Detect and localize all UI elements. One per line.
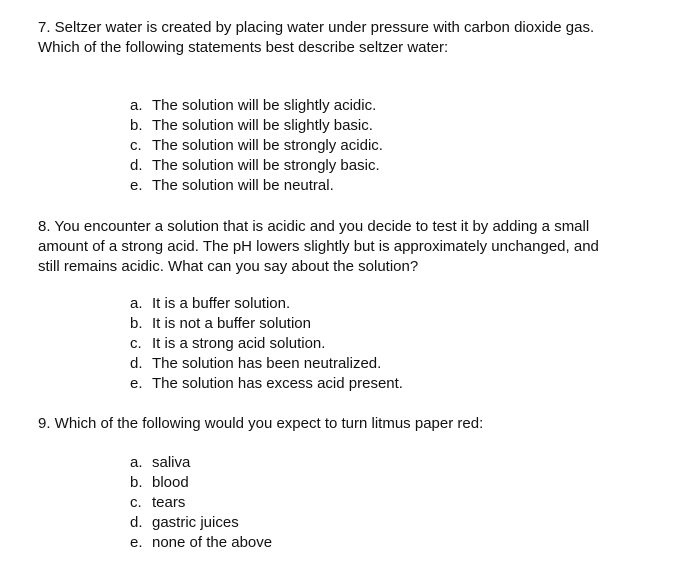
option-letter: b. bbox=[130, 117, 143, 134]
question-7-line-1: 7. Seltzer water is created by placing water under pressure with carbon dioxide gas. bbox=[38, 19, 595, 36]
question-7-option-d bbox=[130, 156, 383, 176]
question-7-option-a bbox=[130, 96, 383, 116]
option-text: The solution will be strongly acidic. bbox=[152, 137, 383, 154]
option-text: tears bbox=[152, 494, 186, 511]
option-letter: b. bbox=[130, 315, 143, 332]
question-8-option-e bbox=[130, 374, 403, 394]
question-7-options bbox=[130, 96, 383, 196]
question-9-option-a bbox=[130, 453, 272, 473]
option-text: saliva bbox=[152, 454, 191, 471]
question-8-line-2: amount of a strong acid. The pH lowers slightly but is approximately unchanged, and bbox=[38, 238, 599, 255]
option-letter: a. bbox=[130, 97, 143, 114]
option-letter: e. bbox=[130, 375, 143, 392]
option-letter: e. bbox=[130, 177, 143, 194]
question-8-option-d bbox=[130, 354, 403, 374]
option-text: The solution will be strongly basic. bbox=[152, 157, 380, 174]
option-letter: d. bbox=[130, 514, 143, 531]
question-8-option-c bbox=[130, 334, 403, 354]
question-9 bbox=[38, 414, 644, 434]
question-7-line-2: Which of the following statements best describe seltzer water: bbox=[38, 39, 449, 56]
question-8-line-1: 8. You encounter a solution that is acidic and you decide to test it by adding a small bbox=[38, 218, 590, 235]
question-8-options bbox=[130, 294, 403, 394]
option-text: The solution will be slightly basic. bbox=[152, 117, 373, 134]
option-text: The solution has been neutralized. bbox=[152, 355, 382, 372]
option-text: The solution will be neutral. bbox=[152, 177, 334, 194]
option-text: It is not a buffer solution bbox=[152, 315, 311, 332]
question-7-option-b bbox=[130, 116, 383, 136]
question-8-option-b bbox=[130, 314, 403, 334]
question-9-option-d bbox=[130, 513, 272, 533]
option-letter: d. bbox=[130, 157, 143, 174]
question-9-option-e bbox=[130, 533, 272, 553]
option-letter: e. bbox=[130, 534, 143, 551]
question-8 bbox=[38, 217, 644, 277]
question-9-option-b bbox=[130, 473, 272, 493]
option-text: blood bbox=[152, 474, 189, 491]
question-9-line-1: 9. Which of the following would you expect to turn litmus paper red: bbox=[38, 415, 484, 432]
option-letter: a. bbox=[130, 454, 143, 471]
option-letter: d. bbox=[130, 355, 143, 372]
option-text: It is a strong acid solution. bbox=[152, 335, 326, 352]
question-8-line-3: still remains acidic. What can you say about the solution? bbox=[38, 258, 419, 275]
question-8-option-a bbox=[130, 294, 403, 314]
option-letter: c. bbox=[130, 335, 142, 352]
question-7-option-c bbox=[130, 136, 383, 156]
option-text: The solution has excess acid present. bbox=[152, 375, 403, 392]
option-letter: a. bbox=[130, 295, 143, 312]
option-text: It is a buffer solution. bbox=[152, 295, 291, 312]
option-text: The solution will be slightly acidic. bbox=[152, 97, 377, 114]
option-letter: b. bbox=[130, 474, 143, 491]
option-text: gastric juices bbox=[152, 514, 239, 531]
question-7-option-e bbox=[130, 176, 383, 196]
question-9-option-c bbox=[130, 493, 272, 513]
option-letter: c. bbox=[130, 494, 142, 511]
option-text: none of the above bbox=[152, 534, 273, 551]
question-9-options bbox=[130, 453, 272, 553]
option-letter: c. bbox=[130, 137, 142, 154]
question-7 bbox=[38, 18, 644, 58]
